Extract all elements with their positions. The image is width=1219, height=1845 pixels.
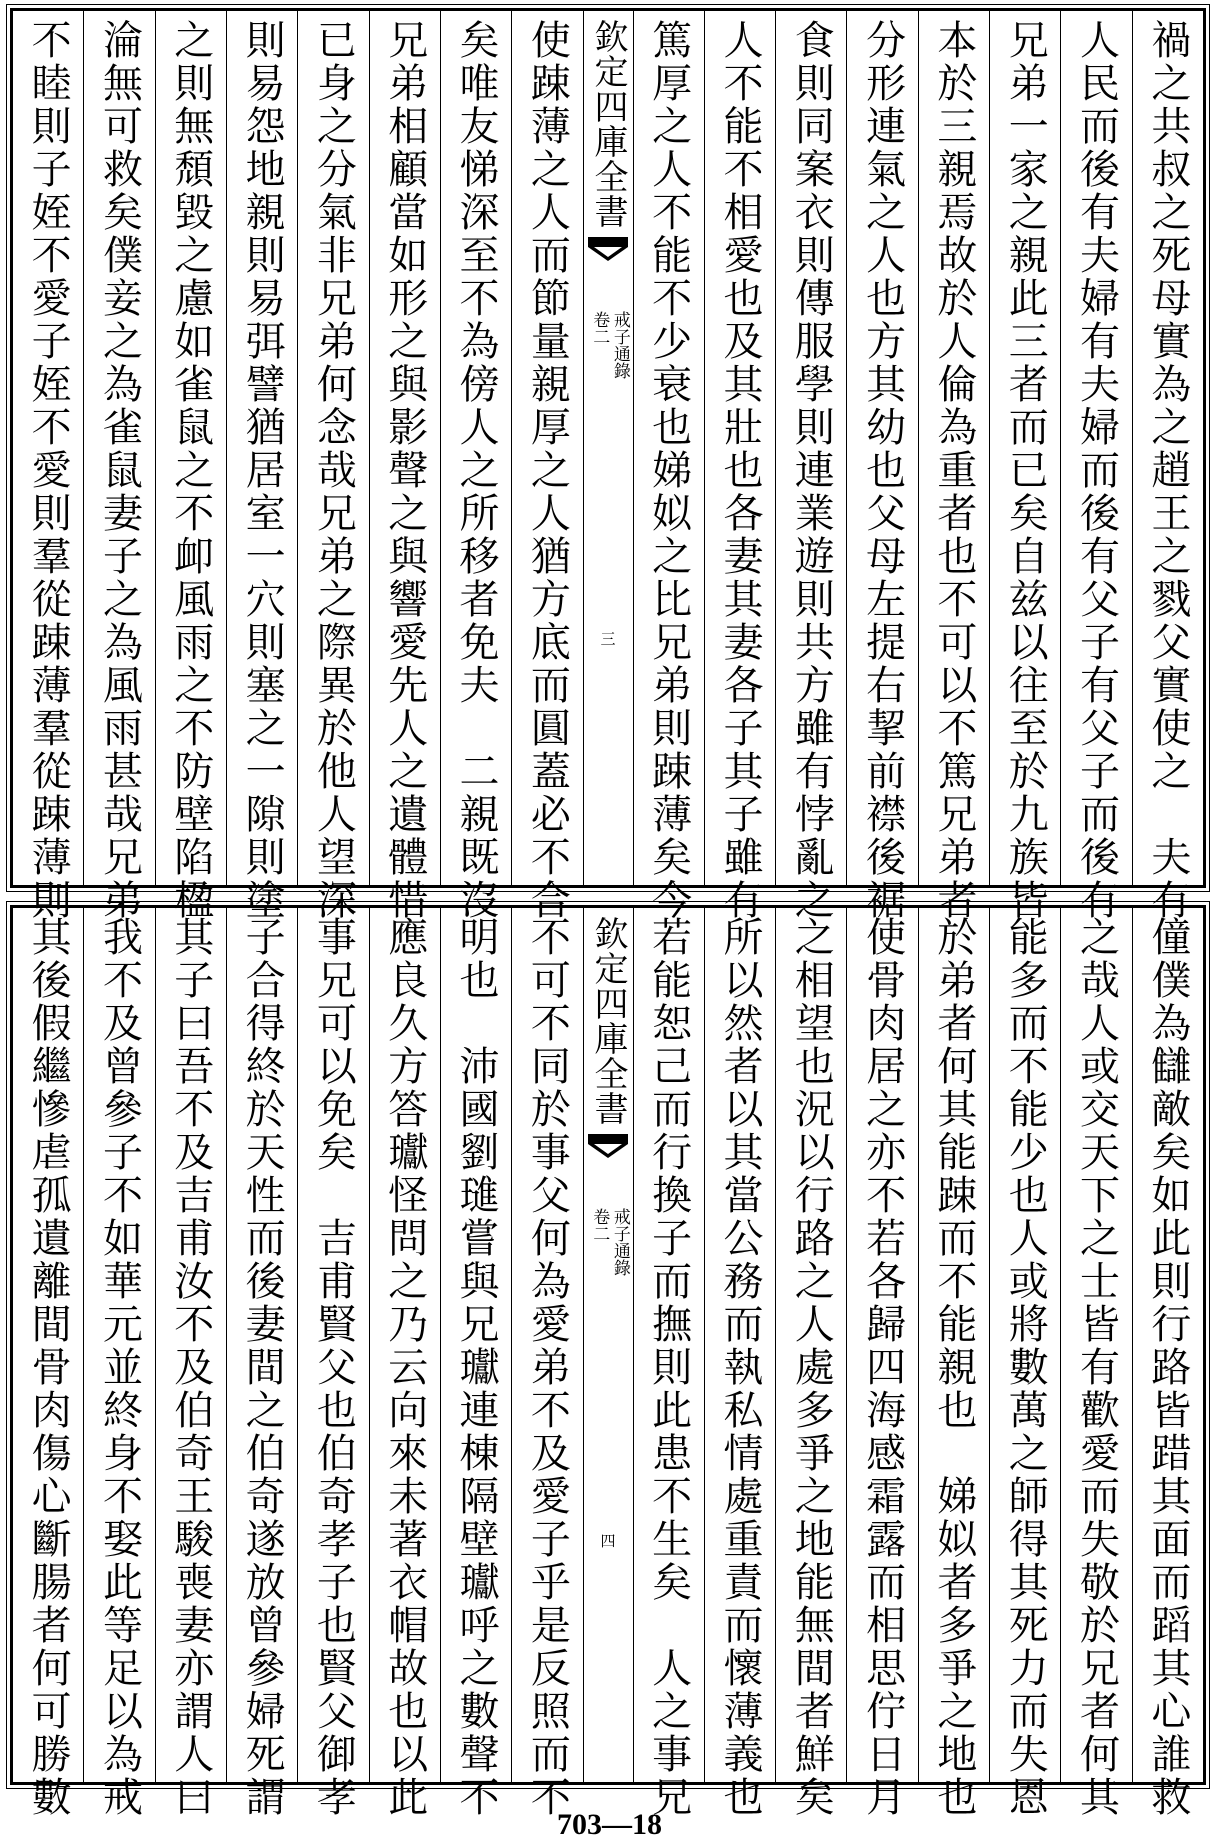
column-text: 其子曰吾不及吉甫汝不及伯奇王駿喪妻亦謂人曰 — [167, 916, 214, 1819]
text-column — [226, 11, 297, 922]
column-text: 已身之分氣非兄弟何念哉兄弟之際異於他人望深 — [310, 19, 357, 922]
text-column — [989, 908, 1060, 1819]
center-fold — [583, 11, 633, 885]
column-text: 人民而後有夫婦有夫婦而後有父子有父子而後有 — [1073, 19, 1120, 922]
text-column — [440, 11, 511, 922]
column-text: 事兄可以免矣 吉甫賢父也伯奇孝子也賢父御孝 — [310, 916, 357, 1819]
column-text: 使踈薄之人而節量親厚之人猶方底而圓蓋必不合 — [524, 19, 571, 922]
text-column — [13, 908, 83, 1819]
page-number: 三 — [598, 631, 617, 646]
text-column — [226, 908, 297, 1819]
column-text: 我不及曾參子不如華元並終身不娶此等足以為戒 — [96, 916, 143, 1819]
column-text: 本於三親焉故於人倫為重者也不可以不篤兄弟者 — [930, 19, 977, 922]
text-column — [511, 908, 582, 1819]
column-text: 人不能不相愛也及其壯也各妻其妻各子其子雖有 — [716, 19, 763, 922]
column-text: 不睦則子姪不愛子姪不愛則羣從踈薄羣從踈薄則 — [25, 19, 72, 922]
text-column — [369, 11, 440, 922]
page-number: 四 — [598, 1533, 617, 1548]
column-text: 之則無頹毀之慮如雀鼠之不卹風雨之不防壁陷楹 — [167, 19, 214, 922]
center-fold — [583, 908, 633, 1782]
column-text: 其後假繼慘虐孤遺離間骨肉傷心斷腸者何可勝數 — [25, 916, 72, 1819]
text-column — [297, 11, 368, 922]
column-text: 明也 沛國劉璡嘗與兄瓛連棟隔壁瓛呼之數聲不 — [453, 916, 500, 1819]
volume-label: 卷二 — [589, 311, 610, 345]
column-text: 使骨肉居之亦不若各歸四海感霜露而相思佇日月 — [859, 916, 906, 1819]
column-text: 兄弟相顧當如形之與影聲之與響愛先人之遺體惜 — [381, 19, 428, 922]
text-column — [155, 11, 226, 922]
book-title: 戒子通錄 — [609, 311, 630, 379]
column-text: 則易怨地親則易弭譬猶居室一穴則塞之一隙則塗 — [239, 19, 286, 922]
text-column — [13, 11, 83, 922]
text-column — [704, 11, 775, 922]
text-column — [511, 11, 582, 922]
column-text: 分形連氣之人也方其幼也父母左提右挈前襟後裾 — [859, 19, 906, 922]
column-text: 於弟者何其能踈而不能親也 娣姒者多爭之地也 — [930, 916, 977, 1819]
column-text: 篤厚之人不能不少衰也娣姒之比兄弟則踈薄矣今 — [645, 19, 692, 922]
text-column — [155, 908, 226, 1819]
text-column — [1132, 11, 1203, 922]
text-column — [83, 11, 154, 922]
collection-title: 欽定四庫全書 — [588, 916, 628, 1126]
text-column — [989, 11, 1060, 922]
column-text: 若能恕己而行換子而撫則此患不生矣 人之事兄 — [645, 916, 692, 1819]
text-column — [369, 908, 440, 1819]
text-column — [775, 908, 846, 1819]
text-column — [633, 908, 704, 1819]
text-column — [1132, 908, 1203, 1819]
column-text: 之相望也況以行路之人處多爭之地能無間者鮮矣 — [788, 916, 835, 1819]
text-column — [846, 908, 917, 1819]
text-column — [83, 908, 154, 1819]
book-info — [590, 311, 629, 379]
text-column — [918, 11, 989, 922]
column-text: 所以然者以其當公務而執私情處重責而懷薄義也 — [716, 916, 763, 1819]
column-text: 應良久方答瓛怪問之乃云向來未著衣帽故也以此 — [381, 916, 428, 1819]
column-text: 子合得終於天性而後妻間之伯奇遂放曾參婦死謂 — [239, 916, 286, 1819]
book-info — [590, 1208, 629, 1276]
column-text: 食則同案衣則傳服學則連業遊則共方雖有悖亂之 — [788, 19, 835, 922]
book-title: 戒子通錄 — [609, 1208, 630, 1276]
text-column — [775, 11, 846, 922]
column-text: 禍之共叔之死母實為之趙王之戮父實使之 夫有 — [1144, 19, 1191, 922]
text-column — [918, 908, 989, 1819]
column-text: 能多而不能少也人或將數萬之師得其死力而失恩 — [1002, 916, 1049, 1819]
volume-label: 卷二 — [589, 1208, 610, 1242]
text-column — [633, 11, 704, 922]
column-text: 兄弟一家之親此三者而已矣自兹以往至於九族皆 — [1002, 19, 1049, 922]
fishtail-mark-icon — [588, 237, 628, 263]
text-column — [846, 11, 917, 922]
page-top — [10, 8, 1206, 922]
collection-title: 欽定四庫全書 — [588, 19, 628, 229]
column-text: 不可不同於事父何為愛弟不及愛子乎是反照而不 — [524, 916, 571, 1819]
column-text: 之哉人或交天下之士皆有歡愛而失敬於兄者何其 — [1073, 916, 1120, 1819]
text-column — [1060, 908, 1131, 1819]
column-text: 僮僕為讎敵矣如此則行路皆踖其面而蹈其心誰救 — [1144, 916, 1191, 1819]
footer-page-code: 703—18 — [557, 1808, 662, 1841]
text-column — [297, 908, 368, 1819]
text-column — [704, 908, 775, 1819]
column-text: 淪無可救矣僕妾之為雀鼠妻子之為風雨甚哉兄弟 — [96, 19, 143, 922]
text-column — [1060, 11, 1131, 922]
page-bottom — [10, 905, 1206, 1819]
column-text: 矣唯友悌深至不為傍人之所移者免夫 二親既沒 — [453, 19, 500, 922]
fishtail-mark-icon — [588, 1134, 628, 1160]
text-column — [440, 908, 511, 1819]
